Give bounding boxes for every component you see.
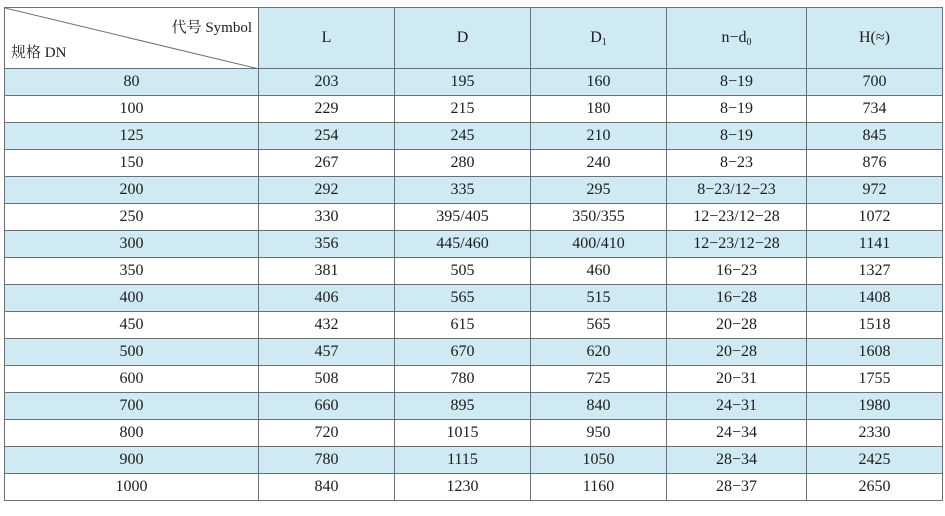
value-cell: 1015 bbox=[395, 420, 531, 447]
value-cell: 295 bbox=[531, 177, 667, 204]
header-main: n−d bbox=[721, 28, 747, 46]
value-cell: 381 bbox=[259, 258, 395, 285]
dn-cell: 100 bbox=[5, 96, 259, 123]
header-cell bbox=[531, 8, 667, 69]
dn-cell: 300 bbox=[5, 231, 259, 258]
table-row bbox=[5, 447, 943, 474]
value-cell: 508 bbox=[259, 366, 395, 393]
value-cell: 1408 bbox=[807, 285, 943, 312]
value-cell: 840 bbox=[259, 474, 395, 501]
value-cell: 267 bbox=[259, 150, 395, 177]
value-cell: 1755 bbox=[807, 366, 943, 393]
header-main: D bbox=[590, 28, 602, 46]
value-cell: 670 bbox=[395, 339, 531, 366]
corner-header bbox=[5, 8, 259, 69]
table-row bbox=[5, 285, 943, 312]
table-row bbox=[5, 96, 943, 123]
dn-cell: 1000 bbox=[5, 474, 259, 501]
value-cell: 8−19 bbox=[667, 123, 807, 150]
value-cell: 210 bbox=[531, 123, 667, 150]
table-body bbox=[5, 69, 943, 501]
spec-table bbox=[4, 7, 943, 501]
header-cell bbox=[807, 8, 943, 69]
value-cell: 28−34 bbox=[667, 447, 807, 474]
table-row bbox=[5, 474, 943, 501]
value-cell: 1072 bbox=[807, 204, 943, 231]
value-cell: 2330 bbox=[807, 420, 943, 447]
table-row bbox=[5, 258, 943, 285]
dn-label: 规格 DN bbox=[11, 45, 67, 61]
value-cell: 950 bbox=[531, 420, 667, 447]
value-cell: 245 bbox=[395, 123, 531, 150]
value-cell: 1141 bbox=[807, 231, 943, 258]
table-row bbox=[5, 312, 943, 339]
value-cell: 660 bbox=[259, 393, 395, 420]
value-cell: 895 bbox=[395, 393, 531, 420]
value-cell: 356 bbox=[259, 231, 395, 258]
value-cell: 1980 bbox=[807, 393, 943, 420]
dn-cell: 125 bbox=[5, 123, 259, 150]
header-cell bbox=[259, 8, 395, 69]
value-cell: 180 bbox=[531, 96, 667, 123]
value-cell: 203 bbox=[259, 69, 395, 96]
value-cell: 28−37 bbox=[667, 474, 807, 501]
value-cell: 505 bbox=[395, 258, 531, 285]
dn-cell: 600 bbox=[5, 366, 259, 393]
table-row bbox=[5, 150, 943, 177]
value-cell: 780 bbox=[259, 447, 395, 474]
value-cell: 229 bbox=[259, 96, 395, 123]
dn-cell: 400 bbox=[5, 285, 259, 312]
table-row bbox=[5, 339, 943, 366]
value-cell: 445/460 bbox=[395, 231, 531, 258]
dn-cell: 450 bbox=[5, 312, 259, 339]
value-cell: 16−23 bbox=[667, 258, 807, 285]
value-cell: 515 bbox=[531, 285, 667, 312]
value-cell: 460 bbox=[531, 258, 667, 285]
dn-cell: 250 bbox=[5, 204, 259, 231]
dn-cell: 500 bbox=[5, 339, 259, 366]
value-cell: 8−23/12−23 bbox=[667, 177, 807, 204]
value-cell: 280 bbox=[395, 150, 531, 177]
dn-cell: 150 bbox=[5, 150, 259, 177]
value-cell: 432 bbox=[259, 312, 395, 339]
value-cell: 350/355 bbox=[531, 204, 667, 231]
header-main: D bbox=[456, 28, 469, 46]
value-cell: 700 bbox=[807, 69, 943, 96]
header-cell bbox=[395, 8, 531, 69]
table-row bbox=[5, 366, 943, 393]
value-cell: 565 bbox=[531, 312, 667, 339]
value-cell: 2650 bbox=[807, 474, 943, 501]
value-cell: 254 bbox=[259, 123, 395, 150]
value-cell: 840 bbox=[531, 393, 667, 420]
value-cell: 20−28 bbox=[667, 312, 807, 339]
table-row bbox=[5, 231, 943, 258]
spec-table-container bbox=[4, 7, 943, 501]
value-cell: 8−19 bbox=[667, 96, 807, 123]
value-cell: 406 bbox=[259, 285, 395, 312]
value-cell: 565 bbox=[395, 285, 531, 312]
value-cell: 240 bbox=[531, 150, 667, 177]
value-cell: 615 bbox=[395, 312, 531, 339]
value-cell: 972 bbox=[807, 177, 943, 204]
value-cell: 330 bbox=[259, 204, 395, 231]
value-cell: 12−23/12−28 bbox=[667, 204, 807, 231]
value-cell: 1115 bbox=[395, 447, 531, 474]
header-main: H(≈) bbox=[859, 28, 890, 46]
header-main: L bbox=[321, 28, 332, 46]
value-cell: 335 bbox=[395, 177, 531, 204]
value-cell: 24−34 bbox=[667, 420, 807, 447]
dn-cell: 200 bbox=[5, 177, 259, 204]
header-row bbox=[5, 8, 943, 69]
table-row bbox=[5, 177, 943, 204]
value-cell: 457 bbox=[259, 339, 395, 366]
value-cell: 725 bbox=[531, 366, 667, 393]
value-cell: 20−31 bbox=[667, 366, 807, 393]
dn-cell: 700 bbox=[5, 393, 259, 420]
dn-cell: 350 bbox=[5, 258, 259, 285]
table-row bbox=[5, 204, 943, 231]
value-cell: 8−23 bbox=[667, 150, 807, 177]
value-cell: 2425 bbox=[807, 447, 943, 474]
value-cell: 215 bbox=[395, 96, 531, 123]
value-cell: 12−23/12−28 bbox=[667, 231, 807, 258]
value-cell: 720 bbox=[259, 420, 395, 447]
value-cell: 20−28 bbox=[667, 339, 807, 366]
value-cell: 160 bbox=[531, 69, 667, 96]
header-sub: 1 bbox=[601, 36, 607, 48]
value-cell: 24−31 bbox=[667, 393, 807, 420]
header-cell bbox=[667, 8, 807, 69]
value-cell: 1327 bbox=[807, 258, 943, 285]
value-cell: 8−19 bbox=[667, 69, 807, 96]
value-cell: 1160 bbox=[531, 474, 667, 501]
dn-cell: 800 bbox=[5, 420, 259, 447]
table-row bbox=[5, 69, 943, 96]
value-cell: 195 bbox=[395, 69, 531, 96]
table-row bbox=[5, 123, 943, 150]
value-cell: 16−28 bbox=[667, 285, 807, 312]
value-cell: 734 bbox=[807, 96, 943, 123]
table-row bbox=[5, 393, 943, 420]
value-cell: 845 bbox=[807, 123, 943, 150]
table-row bbox=[5, 420, 943, 447]
value-cell: 780 bbox=[395, 366, 531, 393]
header-sub: 0 bbox=[746, 36, 752, 48]
dn-cell: 900 bbox=[5, 447, 259, 474]
value-cell: 1518 bbox=[807, 312, 943, 339]
value-cell: 1608 bbox=[807, 339, 943, 366]
value-cell: 1050 bbox=[531, 447, 667, 474]
value-cell: 395/405 bbox=[395, 204, 531, 231]
value-cell: 1230 bbox=[395, 474, 531, 501]
value-cell: 292 bbox=[259, 177, 395, 204]
dn-cell: 80 bbox=[5, 69, 259, 96]
value-cell: 876 bbox=[807, 150, 943, 177]
value-cell: 620 bbox=[531, 339, 667, 366]
value-cell: 400/410 bbox=[531, 231, 667, 258]
symbol-label: 代号 Symbol bbox=[171, 20, 252, 36]
